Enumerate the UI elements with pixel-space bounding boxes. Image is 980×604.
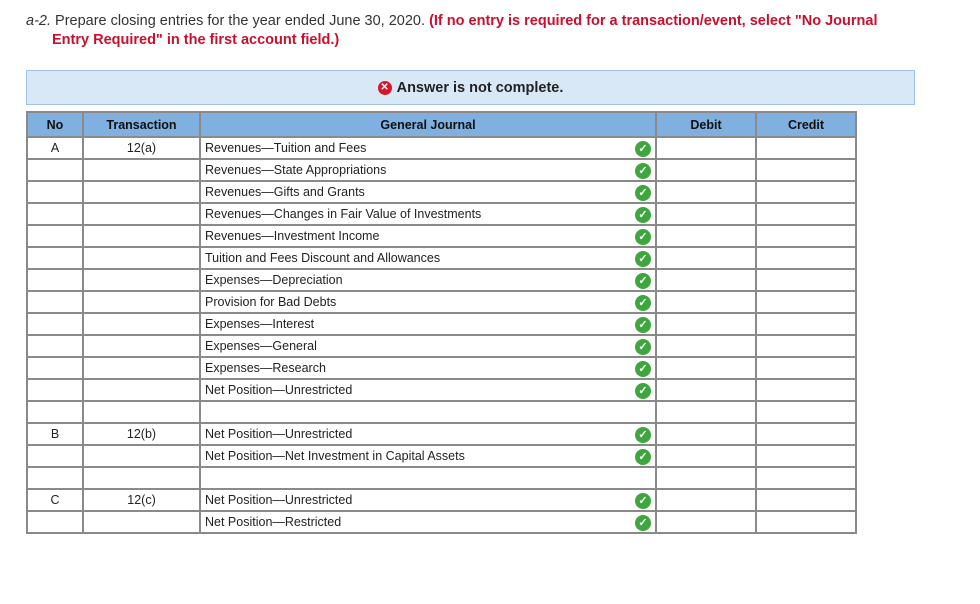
account-name: Net Position—Restricted: [205, 515, 342, 529]
account-field[interactable]: [200, 445, 656, 467]
table-row: [27, 379, 856, 401]
debit-input[interactable]: [656, 269, 756, 291]
debit-input[interactable]: [656, 379, 756, 401]
transaction-cell[interactable]: [83, 291, 200, 313]
check-circle-icon: ✓: [635, 427, 651, 443]
check-circle-icon: ✓: [635, 493, 651, 509]
account-name: Tuition and Fees Discount and Allowances: [205, 251, 441, 265]
table-row: [27, 335, 856, 357]
header-transaction: Transaction: [83, 112, 200, 137]
header-credit: Credit: [756, 112, 856, 137]
transaction-cell[interactable]: [83, 401, 200, 423]
credit-input[interactable]: [756, 137, 856, 159]
no-cell: [27, 357, 83, 379]
instruction-note-cont: Entry Required" in the first account field.): [52, 32, 340, 48]
account-name: Revenues—Changes in Fair Value of Investments: [205, 207, 482, 221]
credit-input[interactable]: [756, 357, 856, 379]
table-row: [27, 269, 856, 291]
table-row: [27, 247, 856, 269]
no-cell: [27, 181, 83, 203]
no-cell: [27, 401, 83, 423]
debit-input[interactable]: [656, 225, 756, 247]
table-row: [27, 313, 856, 335]
account-field[interactable]: [200, 159, 656, 181]
account-name: Revenues—Tuition and Fees: [205, 141, 367, 155]
journal-body: [27, 137, 856, 533]
instructions: [26, 12, 956, 50]
check-circle-icon: ✓: [635, 317, 651, 333]
transaction-cell[interactable]: [83, 159, 200, 181]
account-field[interactable]: [200, 291, 656, 313]
no-cell: [27, 269, 83, 291]
account-name: Expenses—Interest: [205, 317, 315, 331]
no-cell: [27, 313, 83, 335]
debit-input[interactable]: [656, 511, 756, 533]
account-name: Net Position—Unrestricted: [205, 493, 353, 507]
part-label: a-2.: [26, 13, 51, 29]
check-circle-icon: ✓: [635, 251, 651, 267]
check-circle-icon: ✓: [635, 229, 651, 245]
credit-input[interactable]: [756, 225, 856, 247]
credit-input[interactable]: [756, 379, 856, 401]
credit-input[interactable]: [756, 203, 856, 225]
no-cell: [27, 445, 83, 467]
debit-input[interactable]: [656, 203, 756, 225]
transaction-cell[interactable]: [83, 379, 200, 401]
credit-input[interactable]: [756, 445, 856, 467]
transaction-cell[interactable]: 12(a): [83, 137, 200, 159]
credit-input[interactable]: [756, 401, 856, 423]
check-circle-icon: ✓: [635, 339, 651, 355]
debit-input[interactable]: [656, 247, 756, 269]
transaction-cell[interactable]: [83, 335, 200, 357]
debit-input[interactable]: [656, 159, 756, 181]
table-row: [27, 401, 856, 423]
debit-input[interactable]: [656, 137, 756, 159]
account-field[interactable]: [200, 489, 656, 511]
instruction-text: Prepare closing entries for the year ended June 30, 2020.: [51, 13, 430, 29]
instruction-note: (If no entry is required for a transaction/event, select "No Journal: [429, 13, 878, 29]
transaction-cell[interactable]: 12(b): [83, 423, 200, 445]
table-row: [27, 159, 856, 181]
answer-status-banner: [26, 70, 915, 105]
table-row: [27, 423, 856, 445]
no-cell: [27, 467, 83, 489]
check-circle-icon: ✓: [635, 361, 651, 377]
account-name: Net Position—Net Investment in Capital Assets: [205, 449, 465, 463]
check-circle-icon: ✓: [635, 383, 651, 399]
credit-input[interactable]: [756, 291, 856, 313]
table-row: [27, 511, 856, 533]
credit-input[interactable]: [756, 511, 856, 533]
account-field[interactable]: [200, 137, 656, 159]
credit-input[interactable]: [756, 159, 856, 181]
check-circle-icon: ✓: [635, 295, 651, 311]
header-general-journal: General Journal: [200, 112, 656, 137]
check-circle-icon: ✓: [635, 515, 651, 531]
no-cell: [27, 511, 83, 533]
account-field[interactable]: [200, 313, 656, 335]
credit-input[interactable]: [756, 313, 856, 335]
check-circle-icon: ✓: [635, 449, 651, 465]
credit-input[interactable]: [756, 181, 856, 203]
no-cell: [27, 203, 83, 225]
journal-table: [26, 111, 857, 534]
credit-input[interactable]: [756, 423, 856, 445]
table-row: [27, 203, 856, 225]
table-header-row: [27, 112, 856, 137]
account-field[interactable]: [200, 423, 656, 445]
no-cell: [27, 247, 83, 269]
account-name: Provision for Bad Debts: [205, 295, 337, 309]
account-field[interactable]: [200, 357, 656, 379]
check-circle-icon: ✓: [635, 141, 651, 157]
credit-input[interactable]: [756, 335, 856, 357]
table-row: [27, 291, 856, 313]
account-field[interactable]: [200, 401, 656, 423]
table-row: [27, 467, 856, 489]
transaction-cell[interactable]: [83, 511, 200, 533]
credit-input[interactable]: [756, 269, 856, 291]
no-cell: C: [27, 489, 83, 511]
transaction-cell[interactable]: [83, 269, 200, 291]
transaction-cell[interactable]: [83, 203, 200, 225]
transaction-cell[interactable]: [83, 313, 200, 335]
no-cell: [27, 379, 83, 401]
transaction-cell[interactable]: [83, 247, 200, 269]
transaction-cell[interactable]: [83, 467, 200, 489]
account-field[interactable]: [200, 335, 656, 357]
account-name: Revenues—Investment Income: [205, 229, 380, 243]
check-circle-icon: ✓: [635, 273, 651, 289]
credit-input[interactable]: [756, 247, 856, 269]
account-field[interactable]: [200, 181, 656, 203]
debit-input[interactable]: [656, 181, 756, 203]
header-no: No: [27, 112, 83, 137]
check-circle-icon: ✓: [635, 207, 651, 223]
no-cell: [27, 291, 83, 313]
no-cell: [27, 225, 83, 247]
check-circle-icon: ✓: [635, 163, 651, 179]
debit-input[interactable]: [656, 291, 756, 313]
header-debit: Debit: [656, 112, 756, 137]
account-name: Expenses—Depreciation: [205, 273, 343, 287]
table-row: [27, 445, 856, 467]
transaction-cell[interactable]: [83, 225, 200, 247]
debit-input[interactable]: [656, 423, 756, 445]
account-field[interactable]: [200, 225, 656, 247]
account-field[interactable]: [200, 511, 656, 533]
no-cell: [27, 159, 83, 181]
account-name: Net Position—Unrestricted: [205, 427, 353, 441]
table-row: [27, 489, 856, 511]
account-name: Revenues—Gifts and Grants: [205, 185, 365, 199]
debit-input[interactable]: [656, 489, 756, 511]
account-name: Expenses—Research: [205, 361, 326, 375]
check-circle-icon: ✓: [635, 185, 651, 201]
table-row: [27, 137, 856, 159]
credit-input[interactable]: [756, 489, 856, 511]
table-row: [27, 225, 856, 247]
account-field[interactable]: [200, 247, 656, 269]
debit-input[interactable]: [656, 401, 756, 423]
debit-input[interactable]: [656, 313, 756, 335]
account-name: Net Position—Unrestricted: [205, 383, 353, 397]
transaction-cell[interactable]: [83, 357, 200, 379]
no-cell: A: [27, 137, 83, 159]
debit-input[interactable]: [656, 357, 756, 379]
debit-input[interactable]: [656, 467, 756, 489]
table-row: [27, 357, 856, 379]
answer-status-text: Answer is not complete.: [396, 79, 564, 96]
transaction-cell[interactable]: [83, 181, 200, 203]
credit-input[interactable]: [756, 467, 856, 489]
account-field[interactable]: [200, 203, 656, 225]
account-field[interactable]: [200, 467, 656, 489]
transaction-cell[interactable]: [83, 445, 200, 467]
table-row: [27, 181, 856, 203]
debit-input[interactable]: [656, 335, 756, 357]
no-cell: B: [27, 423, 83, 445]
debit-input[interactable]: [656, 445, 756, 467]
no-cell: [27, 335, 83, 357]
transaction-cell[interactable]: 12(c): [83, 489, 200, 511]
account-field[interactable]: [200, 379, 656, 401]
account-field[interactable]: [200, 269, 656, 291]
account-name: Expenses—General: [205, 339, 317, 353]
account-name: Revenues—State Appropriations: [205, 163, 387, 177]
x-circle-icon: ✕: [378, 81, 392, 95]
